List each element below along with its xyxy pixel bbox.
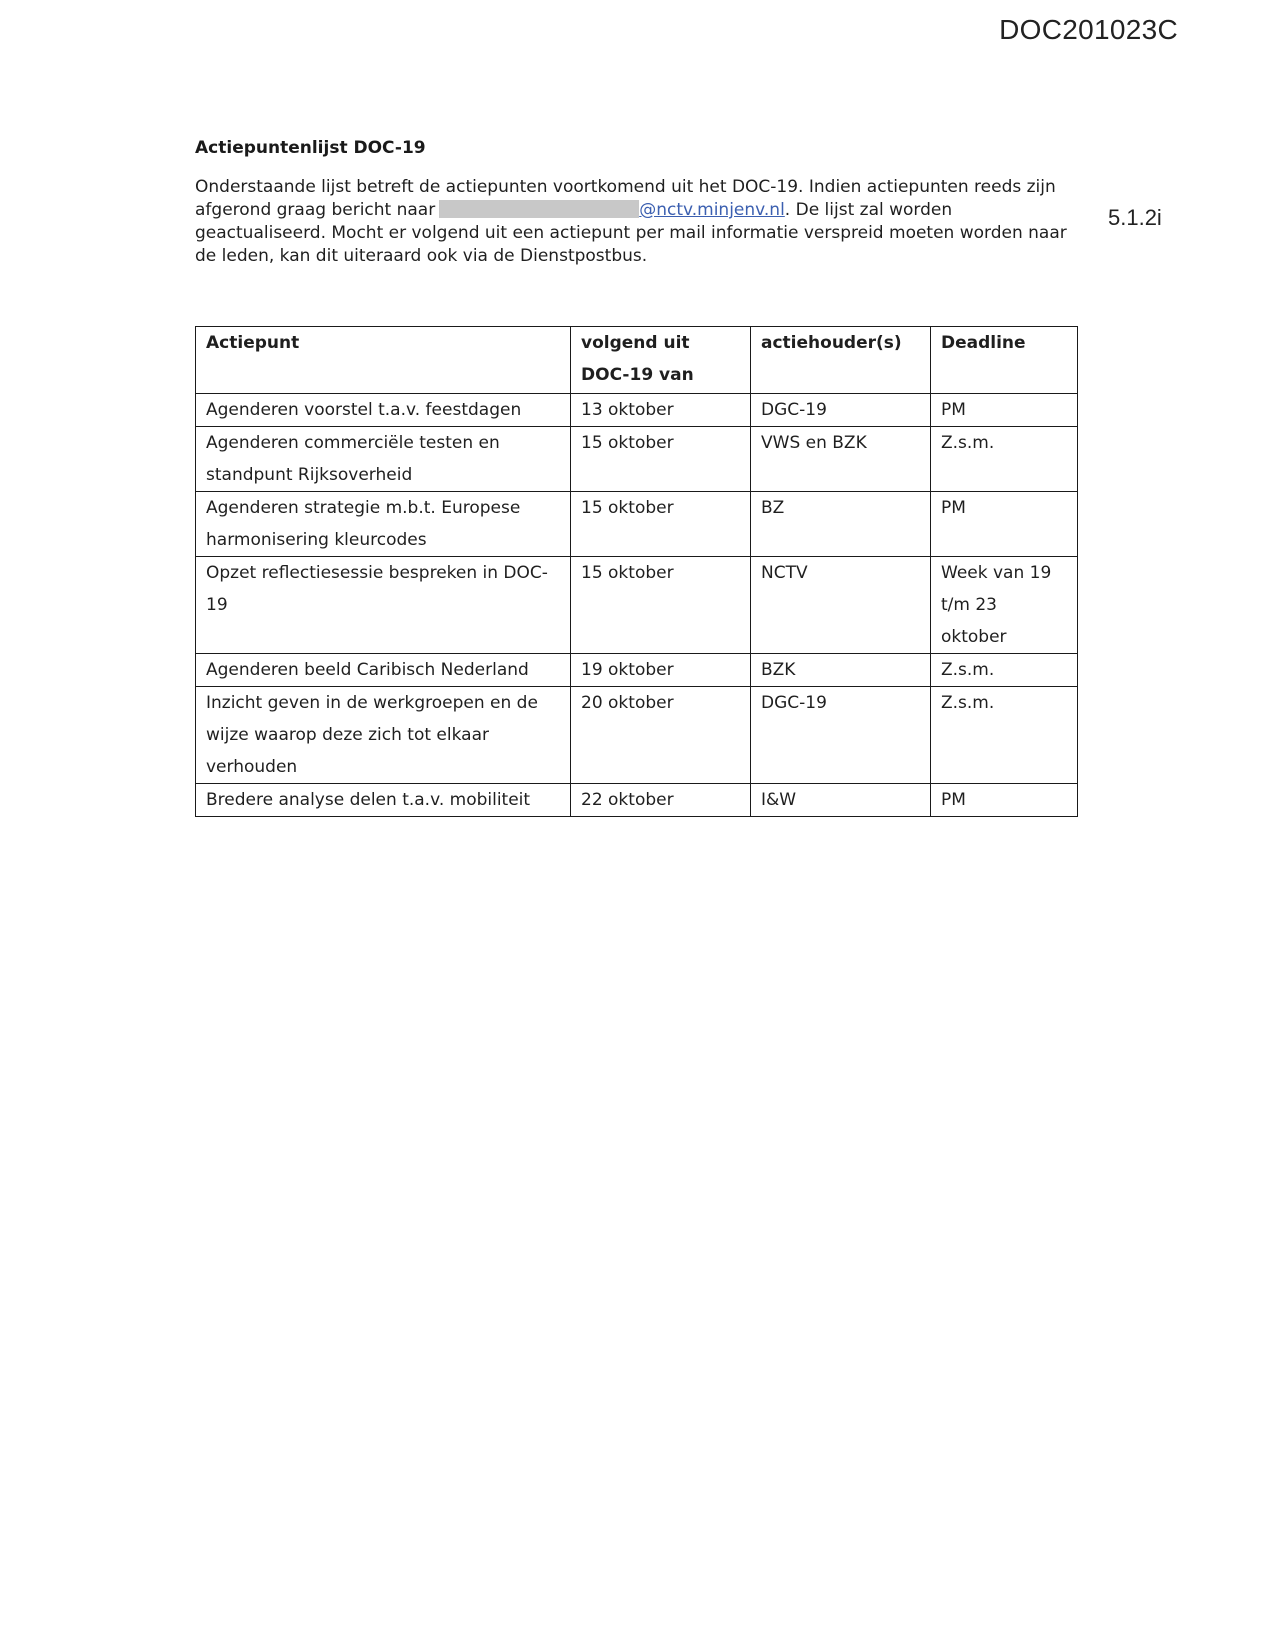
cell-actiepunt: Bredere analyse delen t.a.v. mobiliteit — [196, 784, 571, 817]
cell-deadline: Z.s.m. — [931, 427, 1078, 492]
cell-volgend-uit: 22 oktober — [571, 784, 751, 817]
cell-actiehouder: DGC-19 — [751, 394, 931, 427]
header-volgend-uit: volgend uit DOC-19 van — [571, 327, 751, 394]
cell-actiepunt: Agenderen beeld Caribisch Nederland — [196, 654, 571, 687]
cell-volgend-uit: 15 oktober — [571, 427, 751, 492]
page-title: Actiepuntenlijst DOC-19 — [195, 138, 426, 158]
cell-deadline: PM — [931, 784, 1078, 817]
header-actiepunt: Actiepunt — [196, 327, 571, 394]
cell-actiehouder: I&W — [751, 784, 931, 817]
table-body — [196, 394, 1078, 817]
header-deadline: Deadline — [931, 327, 1078, 394]
redacted-block — [439, 200, 639, 218]
cell-volgend-uit: 19 oktober — [571, 654, 751, 687]
document-body — [195, 138, 1075, 268]
table-row — [196, 394, 1078, 427]
table-header — [196, 327, 1078, 394]
cell-deadline: PM — [931, 492, 1078, 557]
intro-text-part1: Onderstaande lijst betreft de actiepunten voortkomend uit het DOC-19. Indien actiepunten reeds zijn afgerond graag bericht naar — [195, 177, 1056, 220]
cell-volgend-uit: 15 oktober — [571, 492, 751, 557]
cell-actiehouder: DGC-19 — [751, 687, 931, 784]
cell-actiehouder: BZK — [751, 654, 931, 687]
document-id: DOC201023C — [999, 14, 1178, 45]
cell-deadline: Z.s.m. — [931, 687, 1078, 784]
cell-actiehouder: NCTV — [751, 557, 931, 654]
table-row — [196, 492, 1078, 557]
cell-volgend-uit: 15 oktober — [571, 557, 751, 654]
cell-actiepunt: Inzicht geven in de werkgroepen en de wijze waarop deze zich tot elkaar verhouden — [196, 687, 571, 784]
intro-paragraph — [195, 176, 1075, 268]
cell-actiepunt: Opzet reflectiesessie bespreken in DOC-19 — [196, 557, 571, 654]
cell-actiehouder: BZ — [751, 492, 931, 557]
cell-actiepunt: Agenderen voorstel t.a.v. feestdagen — [196, 394, 571, 427]
cell-deadline: Z.s.m. — [931, 654, 1078, 687]
cell-actiehouder: VWS en BZK — [751, 427, 931, 492]
table-header-row — [196, 327, 1078, 394]
header-actiehouders: actiehouder(s) — [751, 327, 931, 394]
cell-actiepunt: Agenderen commerciële testen en standpunt Rijksoverheid — [196, 427, 571, 492]
table-row — [196, 654, 1078, 687]
cell-actiepunt: Agenderen strategie m.b.t. Europese harmonisering kleurcodes — [196, 492, 571, 557]
table-row — [196, 687, 1078, 784]
table-row — [196, 557, 1078, 654]
cell-volgend-uit: 20 oktober — [571, 687, 751, 784]
intro-text-part2: . De lijst zal worden geactualiseerd. Mocht er volgend uit een actiepunt per mail informatie verspreid moeten worden naar de leden, kan dit uiteraard ook via de Dienstpostbus. — [195, 200, 1067, 266]
email-link[interactable]: @nctv.minjenv.nl — [639, 200, 785, 220]
cell-volgend-uit: 13 oktober — [571, 394, 751, 427]
cell-deadline: PM — [931, 394, 1078, 427]
action-items-table — [195, 326, 1078, 817]
table-row — [196, 784, 1078, 817]
cell-deadline: Week van 19 t/m 23 oktober — [931, 557, 1078, 654]
redaction-code: 5.1.2i — [1108, 205, 1162, 230]
table-row — [196, 427, 1078, 492]
